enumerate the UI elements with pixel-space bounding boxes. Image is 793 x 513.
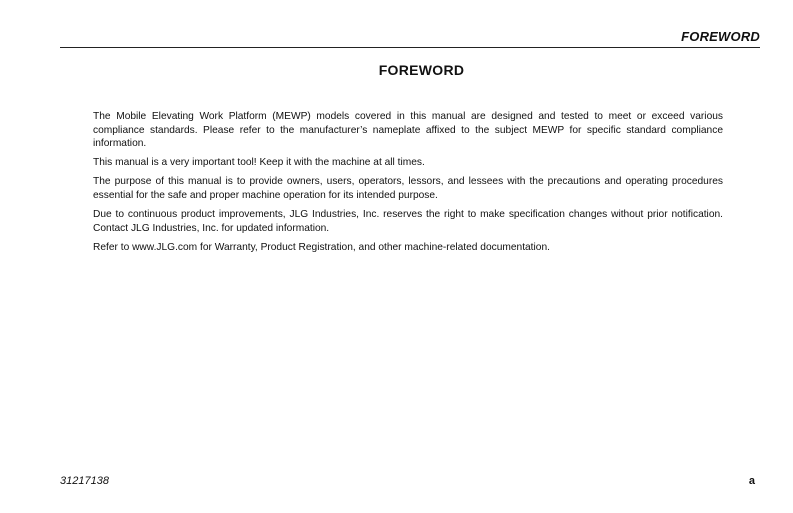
running-header: FOREWORD (681, 29, 760, 44)
paragraph-product-improvements: Due to continuous product improvements, JLG Industries, Inc. reserves the right to make specification changes without prior notification. Contact JLG Industries, Inc. for updated information. (93, 209, 723, 234)
paragraph-important-tool: This manual is a very important tool! Keep it with the machine at all times. (93, 157, 425, 169)
paragraph-purpose: The purpose of this manual is to provide owners, users, operators, lessors, and lessees with the precautions and operating procedures essential for the safe and proper machine operation for its intended purpose. (93, 176, 723, 201)
document-number: 31217138 (60, 475, 109, 487)
foreword-body (93, 110, 723, 260)
header-divider (60, 47, 760, 48)
page-title: FOREWORD (378, 62, 465, 78)
paragraph-compliance: The Mobile Elevating Work Platform (MEWP) models covered in this manual are designed and tested to meet or exceed various compliance standards. Please refer to the manufacturer’s nameplate affixed to the subject MEWP for specific standard compliance information. (93, 111, 723, 150)
page-number: a (748, 475, 755, 487)
paragraph-website-reference: Refer to www.JLG.com for Warranty, Product Registration, and other machine-related documentation. (93, 241, 550, 253)
